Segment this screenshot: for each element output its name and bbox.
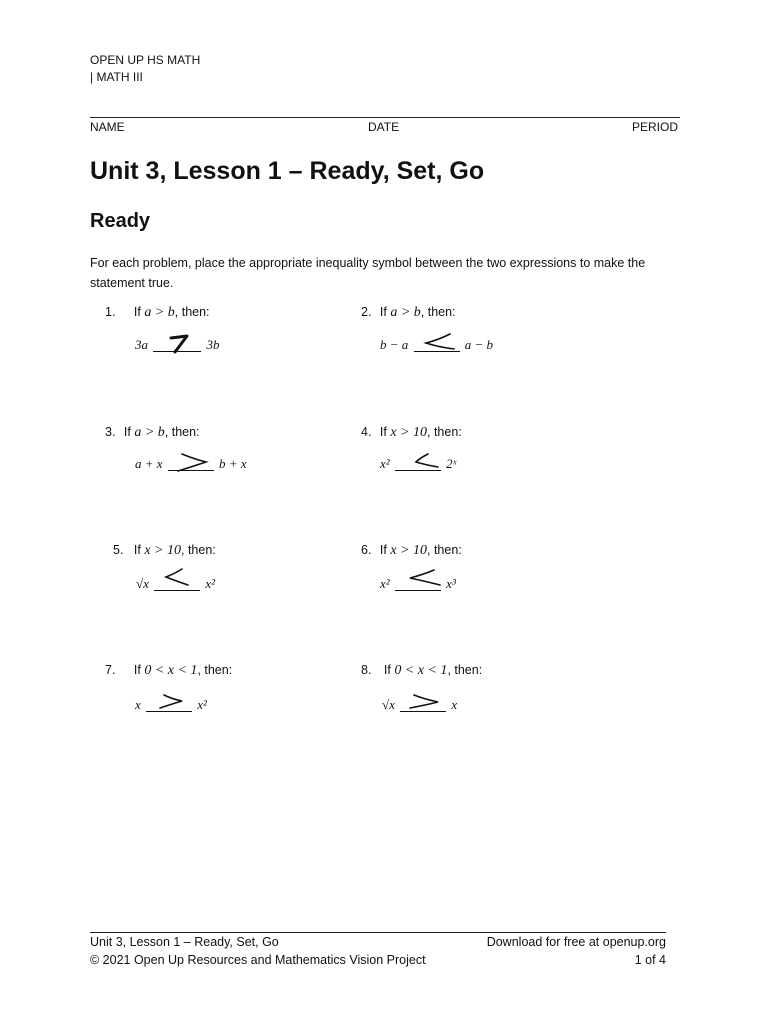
course-level: | MATH III: [90, 70, 143, 84]
problem-condition: If x > 10, then:: [133, 543, 216, 558]
course-header: [90, 52, 200, 86]
problem-number: 1.: [105, 305, 116, 319]
footer-copyright: © 2021 Open Up Resources and Mathematics Vision Project: [90, 953, 426, 967]
handwritten-greater-than-mark: [404, 692, 444, 712]
date-label: DATE: [368, 120, 400, 134]
handwritten-less-than-mark: [420, 331, 460, 353]
problem-number: 5.: [113, 543, 124, 557]
right-expression: a − b: [464, 337, 494, 352]
handwritten-less-than-mark: [408, 450, 444, 472]
right-expression: 2ˣ: [446, 456, 457, 471]
problem-number: 2.: [361, 305, 372, 319]
problem-condition: If 0 < x < 1, then:: [133, 663, 233, 678]
problem-1: [105, 303, 210, 321]
problem-5: [113, 541, 216, 559]
page-title: Unit 3, Lesson 1 – Ready, Set, Go: [90, 157, 485, 185]
footer-lesson: Unit 3, Lesson 1 – Ready, Set, Go: [90, 935, 279, 949]
right-expression: x²: [197, 697, 207, 712]
problem-3: [105, 423, 200, 441]
left-expression: √x: [136, 576, 149, 591]
left-expression: b − a: [380, 337, 409, 352]
handwritten-greater-than-mark: [172, 450, 212, 474]
left-expression: x²: [380, 576, 390, 591]
problem-7: [105, 661, 232, 679]
right-expression: b + x: [219, 456, 247, 471]
problem-8: [361, 661, 482, 679]
period-label: PERIOD: [631, 120, 678, 134]
footer-rule: [90, 932, 666, 933]
problem-number: 3.: [105, 425, 116, 439]
right-expression: 3b: [206, 337, 220, 352]
problem-4: [361, 423, 462, 441]
instructions: For each problem, place the appropriate inequality symbol between the two expressions to make the statement true.: [90, 256, 646, 290]
problem-condition: If a > b, then:: [379, 305, 456, 320]
problem-6: [361, 541, 462, 559]
right-expression: x²: [205, 576, 216, 591]
handwritten-greater-than-mark: [166, 331, 196, 355]
problem-condition: If x > 10, then:: [379, 425, 462, 440]
problem-number: 4.: [361, 425, 372, 439]
problem-number: 6.: [361, 543, 372, 557]
footer-download-link[interactable]: Download for free at openup.org: [486, 935, 666, 949]
left-expression: a + x: [135, 456, 163, 471]
right-expression: x: [451, 697, 458, 712]
left-expression: 3a: [135, 337, 148, 352]
problem-number: 8.: [361, 663, 372, 677]
handwritten-less-than-mark: [406, 567, 446, 591]
problem-condition: If a > b, then:: [133, 305, 210, 320]
problem-2: [361, 303, 456, 321]
left-expression: x: [135, 697, 141, 712]
name-label: NAME: [90, 120, 125, 134]
problem-number: 7.: [105, 663, 116, 677]
problem-condition: If 0 < x < 1, then:: [383, 663, 483, 678]
left-expression: x²: [380, 456, 390, 471]
left-expression: √x: [382, 697, 395, 712]
problem-condition: If x > 10, then:: [379, 543, 462, 558]
problem-condition: If a > b, then:: [123, 425, 200, 440]
header-rule: [90, 117, 680, 118]
right-expression: x³: [446, 576, 456, 591]
footer-page-number: 1 of 4: [634, 953, 666, 967]
course-name: OPEN UP HS MATH: [90, 53, 201, 67]
section-heading: Ready: [90, 210, 151, 232]
handwritten-greater-than-mark: [152, 692, 188, 712]
handwritten-less-than-mark: [162, 566, 198, 590]
